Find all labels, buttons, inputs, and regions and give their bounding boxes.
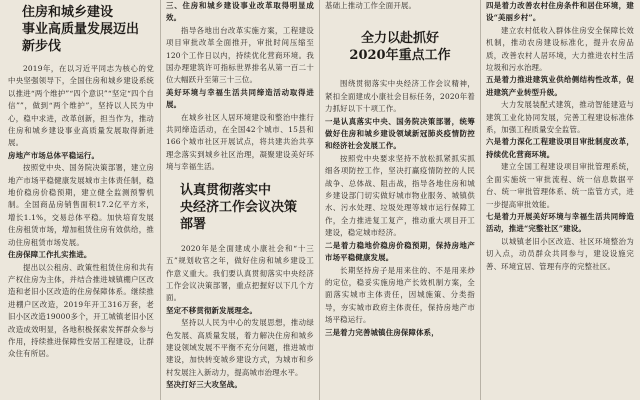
article-column-4 (486, 0, 634, 400)
body-paragraph: 提出以公租房、政策性租赁住房和共有产权住房为主体，并结合推进城镇棚户区改造和老旧小区改造的住房保障体系。继续推进棚户区改造，2019年开工316万套，老旧小区改造19000多个，开工城镇老旧小区改造成效明显，各地积极探索发挥群众参与作用，持续推进保障性安居工程建设，让群众住有所居。 (8, 262, 154, 359)
article-column-1 (8, 0, 154, 400)
section-subheading: 房地产市场总体平稳运行。 (8, 150, 100, 160)
section-subheading: 二是着力稳地价稳房价稳预期，保持房地产市场平稳健康发展。 (325, 240, 475, 263)
article-headline: 认真贯彻落实中 央经济工作会议决策 部署 (180, 182, 298, 232)
body-paragraph: 基础上推动工作全面开展。 (325, 1, 417, 10)
body-paragraph: 指导各地出台改革实施方案，工程建设项目审批改革全面推开，审批时间压缩至120个工作日以内，持续优化营商环境。我国办理建筑许可指标世界排名从第一百二十位大幅跃升至第三十三位。 (166, 25, 314, 85)
body-paragraph: 长期坚持房子是用来住的、不是用来炒的定位，稳妥实施房地产长效机制方案，全面落实城市主体责任，因城施策、分类指导，夯实城市政府主体责任，保持房地产市场平稳运行。 (325, 265, 475, 325)
section-subheading: 坚定不移贯彻新发展理念。 (166, 305, 258, 315)
section-subheading: 七是着力开展美好环境与幸福生活共同缔造活动，推进“完整社区”建设。 (486, 211, 634, 234)
body-paragraph: 围绕贯彻落实中央经济工作会议精神，紧扣全面建成小康社会目标任务，2020年着力抓好以下十项工作。 (325, 79, 475, 114)
section-subheading: 住房保障工作扎实推进。 (8, 250, 92, 260)
section-subheading: 美好环境与幸福生活共同缔造活动取得进展。 (166, 87, 314, 110)
body-paragraph: 建立农村低收入群体住房安全保障长效机制，推动农房建设标准化，提升农房品质，改善农村人居环境，大力推进农村生活垃圾和污水治理。 (486, 25, 634, 73)
article-headline: 全力以赴抓好 2020年重点工作 (349, 31, 451, 64)
body-paragraph: 2020年是全面建成小康社会和“十三五”规划收官之年，做好住房和城乡建设工作意义重大。我们要认真贯彻落实中央经济工作会议决策部署，重点把握好以下几个方面。 (166, 243, 314, 303)
body-paragraph: 按照党中央要求坚持不放松抓紧抓实抓细各项防控工作，坚决打赢疫情防控的人民战争、总体战、阻击战，指导各地住房和城乡建设部门切实做好城市物业服务、城镇供水、污水处理、垃圾处理等城市运行保障工作，全力推进复工复产，推动重大项目开工建设，稳定城市经济。 (325, 153, 475, 238)
body-paragraph: 大力发展装配式建筑，推动智能建造与建筑工业化协同发展，完善工程建设标准体系，加强工程质量安全监管。 (486, 100, 634, 135)
column-divider (480, 0, 481, 400)
article-column-3 (325, 0, 475, 400)
column-divider (319, 0, 320, 400)
body-paragraph: 坚持以人民为中心的发展思想，推动绿色发展、高质量发展，着力解决住房和城乡建设领域发展不平衡不充分问题，推进城市建设，加快转变城乡建设方式，为城市和乡村发展注入新动力，提高城市治理水平。 (166, 318, 314, 377)
article-headline: 住房和城乡建设 事业高质量发展迈出 新步伐 (22, 5, 140, 54)
section-subheading: 五是着力推进建筑业供给侧结构性改革，促进建筑产业转型升级。 (486, 75, 634, 97)
section-subheading: 三是着力完善城镇住房保障体系， (325, 327, 439, 337)
body-paragraph: 按照党中央、国务院决策部署，建立房地产市场平稳健康发展城市主体责任制，稳地价稳房价稳预期，建立健全监测预警机制。全国商品房销售面积17.2亿平方米，增长1.1%，交易总体平稳。加快培育发展住房租赁市场，增加租赁住房有效供给，推动住房租赁市场发展。 (8, 163, 154, 247)
section-subheading: 四是着力改善农村住房条件和居住环境，建设“美丽乡村”。 (486, 1, 634, 23)
body-paragraph: 在城乡社区人居环境建设和整治中推行共同缔造活动，在全国42个城市、15县和166个城市社区开展试点，将共建共治共享理念落实到城乡社区治理，凝聚建设美好环境与幸福生活。 (166, 112, 314, 172)
section-subheading: 坚决打好三大攻坚战。 (166, 380, 242, 390)
body-paragraph: 2019年，在以习近平同志为核心的党中央坚强领导下，全国住房和城乡建设系统以推进“两个维护”“四个意识”“坚定“四个自信””，做到“两个维护”，坚持以人民为中心，稳中求进，改革创新，担当作为，推动住房和城乡建设事业高质量发展取得新进展。 (8, 64, 154, 148)
body-paragraph: 建立全国工程建设项目审批管理系统，全面实施统一审批流程、统一信息数据平台、统一审批管理体系、统一监管方式，进一步提高审批效能。 (486, 162, 634, 209)
section-subheading: 三、住房和城乡建设事业改革取得明显成效。 (166, 1, 314, 23)
column-divider (160, 0, 161, 400)
body-paragraph: 以城镇老旧小区改造、社区环境整治为切入点，动员群众共同参与，建设设施完善、环境宜居、管理有序的完整社区。 (486, 236, 634, 271)
section-subheading: 六是着力深化工程建设项目审批制度改革，持续优化营商环境。 (486, 137, 634, 159)
section-subheading: 一是认真落实中央、国务院决策部署，统筹做好住房和城乡建设领域新冠肺炎疫情防控和经济社会发展工作。 (325, 116, 475, 151)
article-column-2 (166, 0, 314, 400)
